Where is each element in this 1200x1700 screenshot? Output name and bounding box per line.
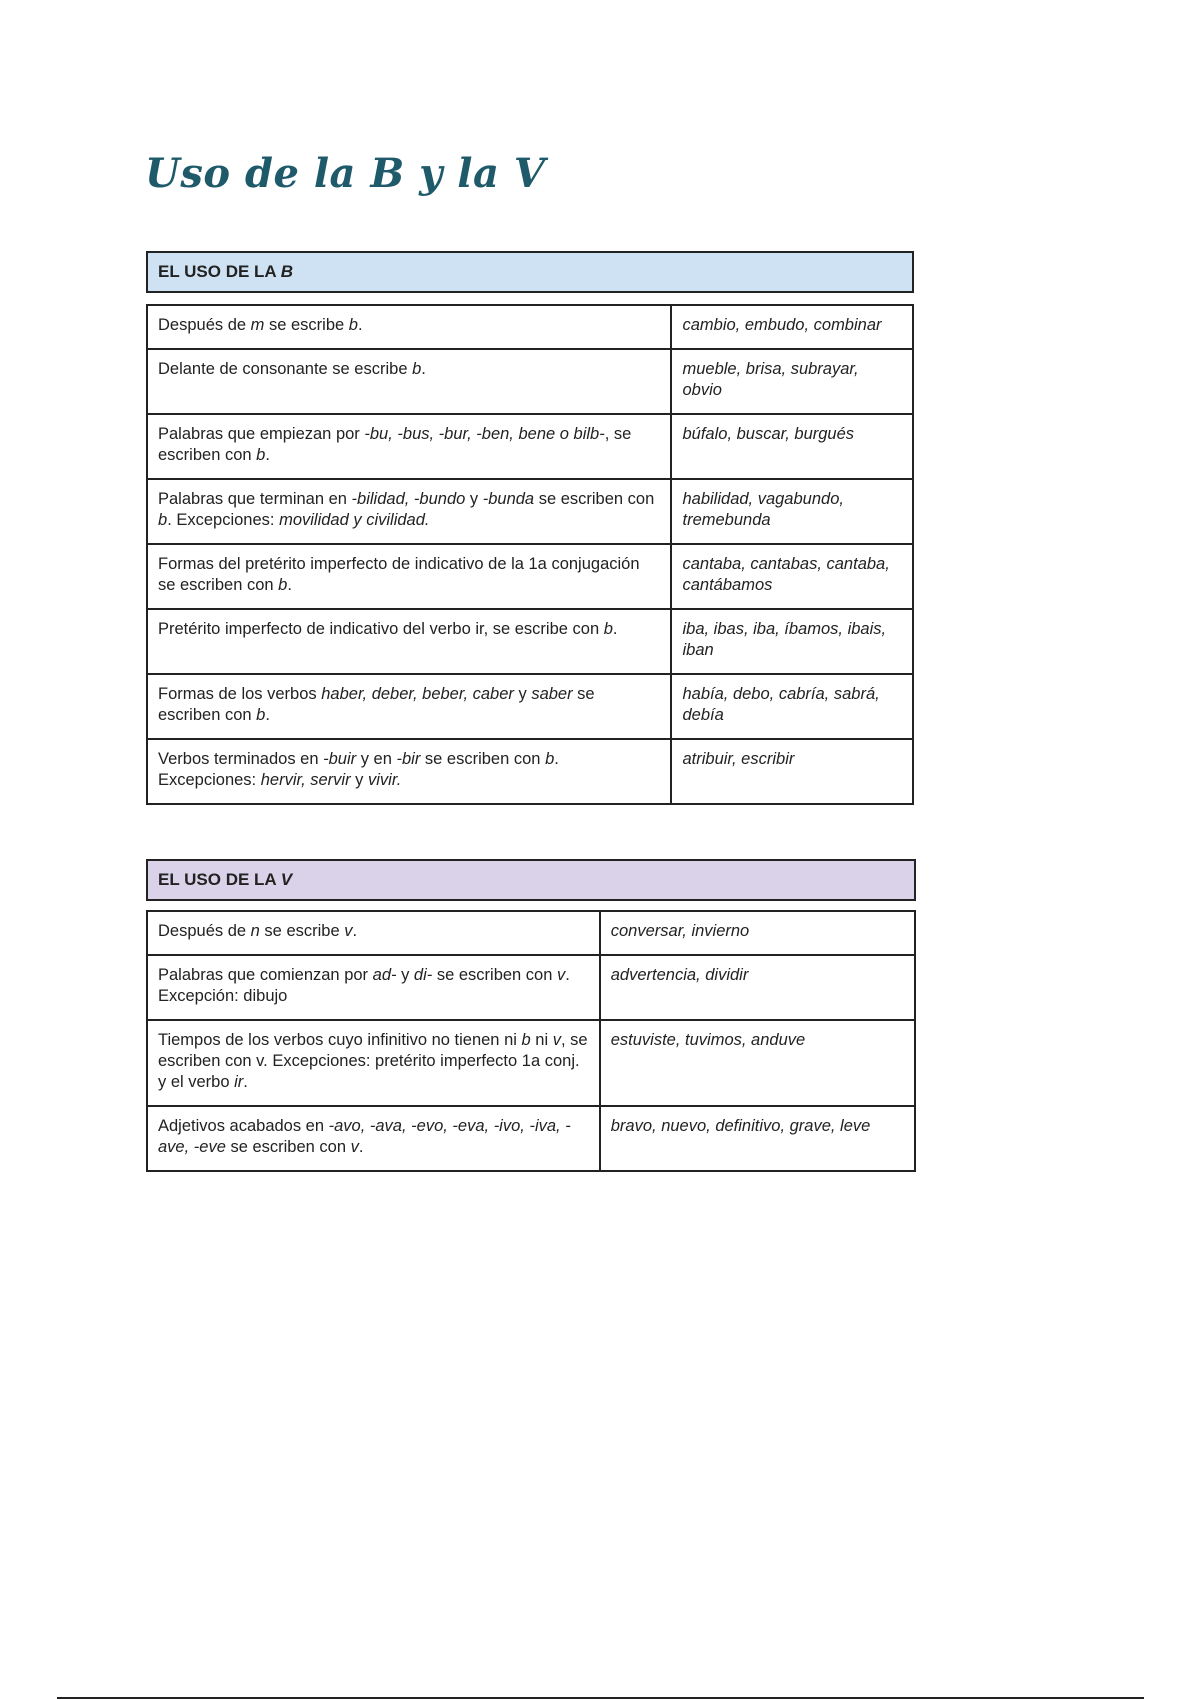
rule-text: . bbox=[243, 1073, 248, 1091]
rule-text: di- bbox=[413, 966, 433, 984]
rule-text: hervir, servir bbox=[260, 771, 351, 789]
rule-text: v bbox=[552, 1031, 561, 1049]
rule-text: -buir bbox=[323, 750, 357, 768]
rule-text: y bbox=[350, 771, 369, 789]
table-row bbox=[147, 674, 913, 739]
rule-cell bbox=[147, 911, 600, 955]
rule-cell bbox=[147, 305, 671, 349]
rule-text: Después de bbox=[158, 316, 251, 334]
rule-text: b bbox=[545, 750, 555, 768]
rule-text: b bbox=[278, 576, 288, 594]
rule-text: y en bbox=[356, 750, 397, 768]
rule-text: n bbox=[250, 922, 260, 940]
rule-text: . bbox=[287, 576, 292, 594]
table-row bbox=[147, 739, 913, 804]
rule-text: , se escriben con bbox=[158, 425, 632, 464]
rule-cell bbox=[147, 739, 671, 804]
rule-text: saber bbox=[531, 685, 573, 703]
table-row bbox=[147, 609, 913, 674]
examples-cell: atribuir, escribir bbox=[671, 739, 913, 804]
rule-text: Palabras que terminan en bbox=[158, 490, 352, 508]
rule-text: -bu, -bus, -bur, -ben, bene o bilb- bbox=[364, 425, 605, 443]
examples-cell: cambio, embudo, combinar bbox=[671, 305, 913, 349]
section-header-v bbox=[146, 859, 916, 901]
section-header-v-prefix: EL USO DE LA bbox=[158, 870, 281, 889]
examples-cell: iba, ibas, iba, íbamos, ibais, iban bbox=[671, 609, 913, 674]
rule-text: y bbox=[396, 966, 414, 984]
rules-table-b-body bbox=[147, 305, 913, 804]
rule-cell bbox=[147, 1106, 600, 1171]
rule-text: . Excepciones: bbox=[167, 511, 280, 529]
examples-cell: mueble, brisa, subrayar, obvio bbox=[671, 349, 913, 414]
section-header-b bbox=[146, 251, 914, 293]
rule-text: Después de bbox=[158, 922, 251, 940]
rule-text: y bbox=[513, 685, 532, 703]
examples-cell: conversar, invierno bbox=[600, 911, 915, 955]
examples-cell: bravo, nuevo, definitivo, grave, leve bbox=[600, 1106, 915, 1171]
rule-text: ni bbox=[530, 1031, 553, 1049]
rule-text: b bbox=[412, 360, 422, 378]
rule-text: . bbox=[612, 620, 618, 638]
rule-text: b bbox=[256, 706, 266, 724]
rules-table-v-body bbox=[147, 911, 915, 1171]
rule-cell bbox=[147, 609, 671, 674]
rule-text: se escribe bbox=[264, 316, 349, 334]
rules-table-v bbox=[146, 910, 916, 1172]
rule-cell bbox=[147, 544, 671, 609]
rule-text: y bbox=[465, 490, 483, 508]
rule-cell bbox=[147, 414, 671, 479]
section-header-b-prefix: EL USO DE LA bbox=[158, 262, 281, 281]
rule-text: Formas de los verbos bbox=[158, 685, 322, 703]
rule-text: Pretérito imperfecto de indicativo del verbo ir, se escribe con bbox=[158, 620, 604, 638]
rule-text: . bbox=[421, 360, 426, 378]
rule-text: Formas del pretérito imperfecto de indicativo de la 1a conjugación se escriben con bbox=[158, 555, 640, 594]
section-header-v-letter: V bbox=[280, 870, 293, 889]
rule-cell bbox=[147, 479, 671, 544]
rule-text: . bbox=[357, 316, 363, 334]
table-row bbox=[147, 305, 913, 349]
page-title: Uso de la B y la V bbox=[145, 150, 546, 197]
rule-text: se escriben con bbox=[158, 685, 595, 724]
table-row bbox=[147, 911, 915, 955]
rule-text: Delante de consonante se escribe bbox=[158, 360, 413, 378]
table-row bbox=[147, 955, 915, 1020]
table-row bbox=[147, 414, 913, 479]
section-header-b-letter: B bbox=[280, 262, 294, 281]
rule-text: v bbox=[557, 966, 566, 984]
rule-text: . bbox=[265, 446, 270, 464]
rule-text: se escriben con bbox=[432, 966, 557, 984]
rule-text: v bbox=[350, 1138, 359, 1156]
rule-text: haber, deber, beber, caber bbox=[321, 685, 514, 703]
rule-text: . bbox=[265, 706, 270, 724]
rule-text: . Excepciones: bbox=[158, 750, 559, 789]
rule-text: , se escriben con v. Excepciones: pretérito imperfecto 1a conj. y el verbo bbox=[158, 1031, 588, 1091]
rule-text: b bbox=[521, 1031, 531, 1049]
rule-text: b bbox=[158, 511, 168, 529]
rule-cell bbox=[147, 349, 671, 414]
rule-text: -bir bbox=[396, 750, 421, 768]
rule-text: . bbox=[358, 1138, 364, 1156]
rule-text: m bbox=[250, 316, 265, 334]
rule-text: b bbox=[348, 316, 358, 334]
rule-text: . Excepción: dibujo bbox=[158, 966, 570, 1005]
rule-text: b bbox=[603, 620, 613, 638]
rule-text: se escriben con bbox=[534, 490, 655, 508]
rule-text: ir bbox=[234, 1073, 244, 1091]
table-row bbox=[147, 479, 913, 544]
rule-text: Verbos terminados en bbox=[158, 750, 324, 768]
rule-text: -avo, -ava, -evo, -eva, -ivo, -iva, -ave, -eve bbox=[158, 1117, 571, 1156]
rule-text: b bbox=[256, 446, 266, 464]
rule-text: . bbox=[352, 922, 358, 940]
examples-cell: búfalo, buscar, burgués bbox=[671, 414, 913, 479]
examples-cell: cantaba, cantabas, cantaba, cantábamos bbox=[671, 544, 913, 609]
examples-cell: advertencia, dividir bbox=[600, 955, 915, 1020]
examples-cell: habilidad, vagabundo, tremebunda bbox=[671, 479, 913, 544]
rule-text: -bilidad, -bundo bbox=[351, 490, 466, 508]
examples-cell: había, debo, cabría, sabrá, debía bbox=[671, 674, 913, 739]
rule-text: v bbox=[344, 922, 353, 940]
rule-text: Palabras que comienzan por bbox=[158, 966, 373, 984]
rule-text: movilidad y civilidad. bbox=[279, 511, 430, 529]
rule-text: -bunda bbox=[482, 490, 535, 508]
table-row bbox=[147, 349, 913, 414]
rule-text: se escribe bbox=[259, 922, 345, 940]
rule-text: vivir. bbox=[368, 771, 402, 789]
examples-cell: estuviste, tuvimos, anduve bbox=[600, 1020, 915, 1106]
bottom-rule bbox=[57, 1697, 1144, 1699]
table-row bbox=[147, 544, 913, 609]
rules-table-b bbox=[146, 304, 914, 805]
table-row bbox=[147, 1106, 915, 1171]
table-row bbox=[147, 1020, 915, 1106]
rule-text: Palabras que empiezan por bbox=[158, 425, 365, 443]
rule-text: ad- bbox=[372, 966, 397, 984]
rule-text: se escriben con bbox=[225, 1138, 351, 1156]
rule-text: Tiempos de los verbos cuyo infinitivo no tienen ni bbox=[158, 1031, 522, 1049]
rule-cell bbox=[147, 955, 600, 1020]
rule-cell bbox=[147, 674, 671, 739]
rule-cell bbox=[147, 1020, 600, 1106]
rule-text: Adjetivos acabados en bbox=[158, 1117, 329, 1135]
rule-text: se escriben con bbox=[420, 750, 546, 768]
